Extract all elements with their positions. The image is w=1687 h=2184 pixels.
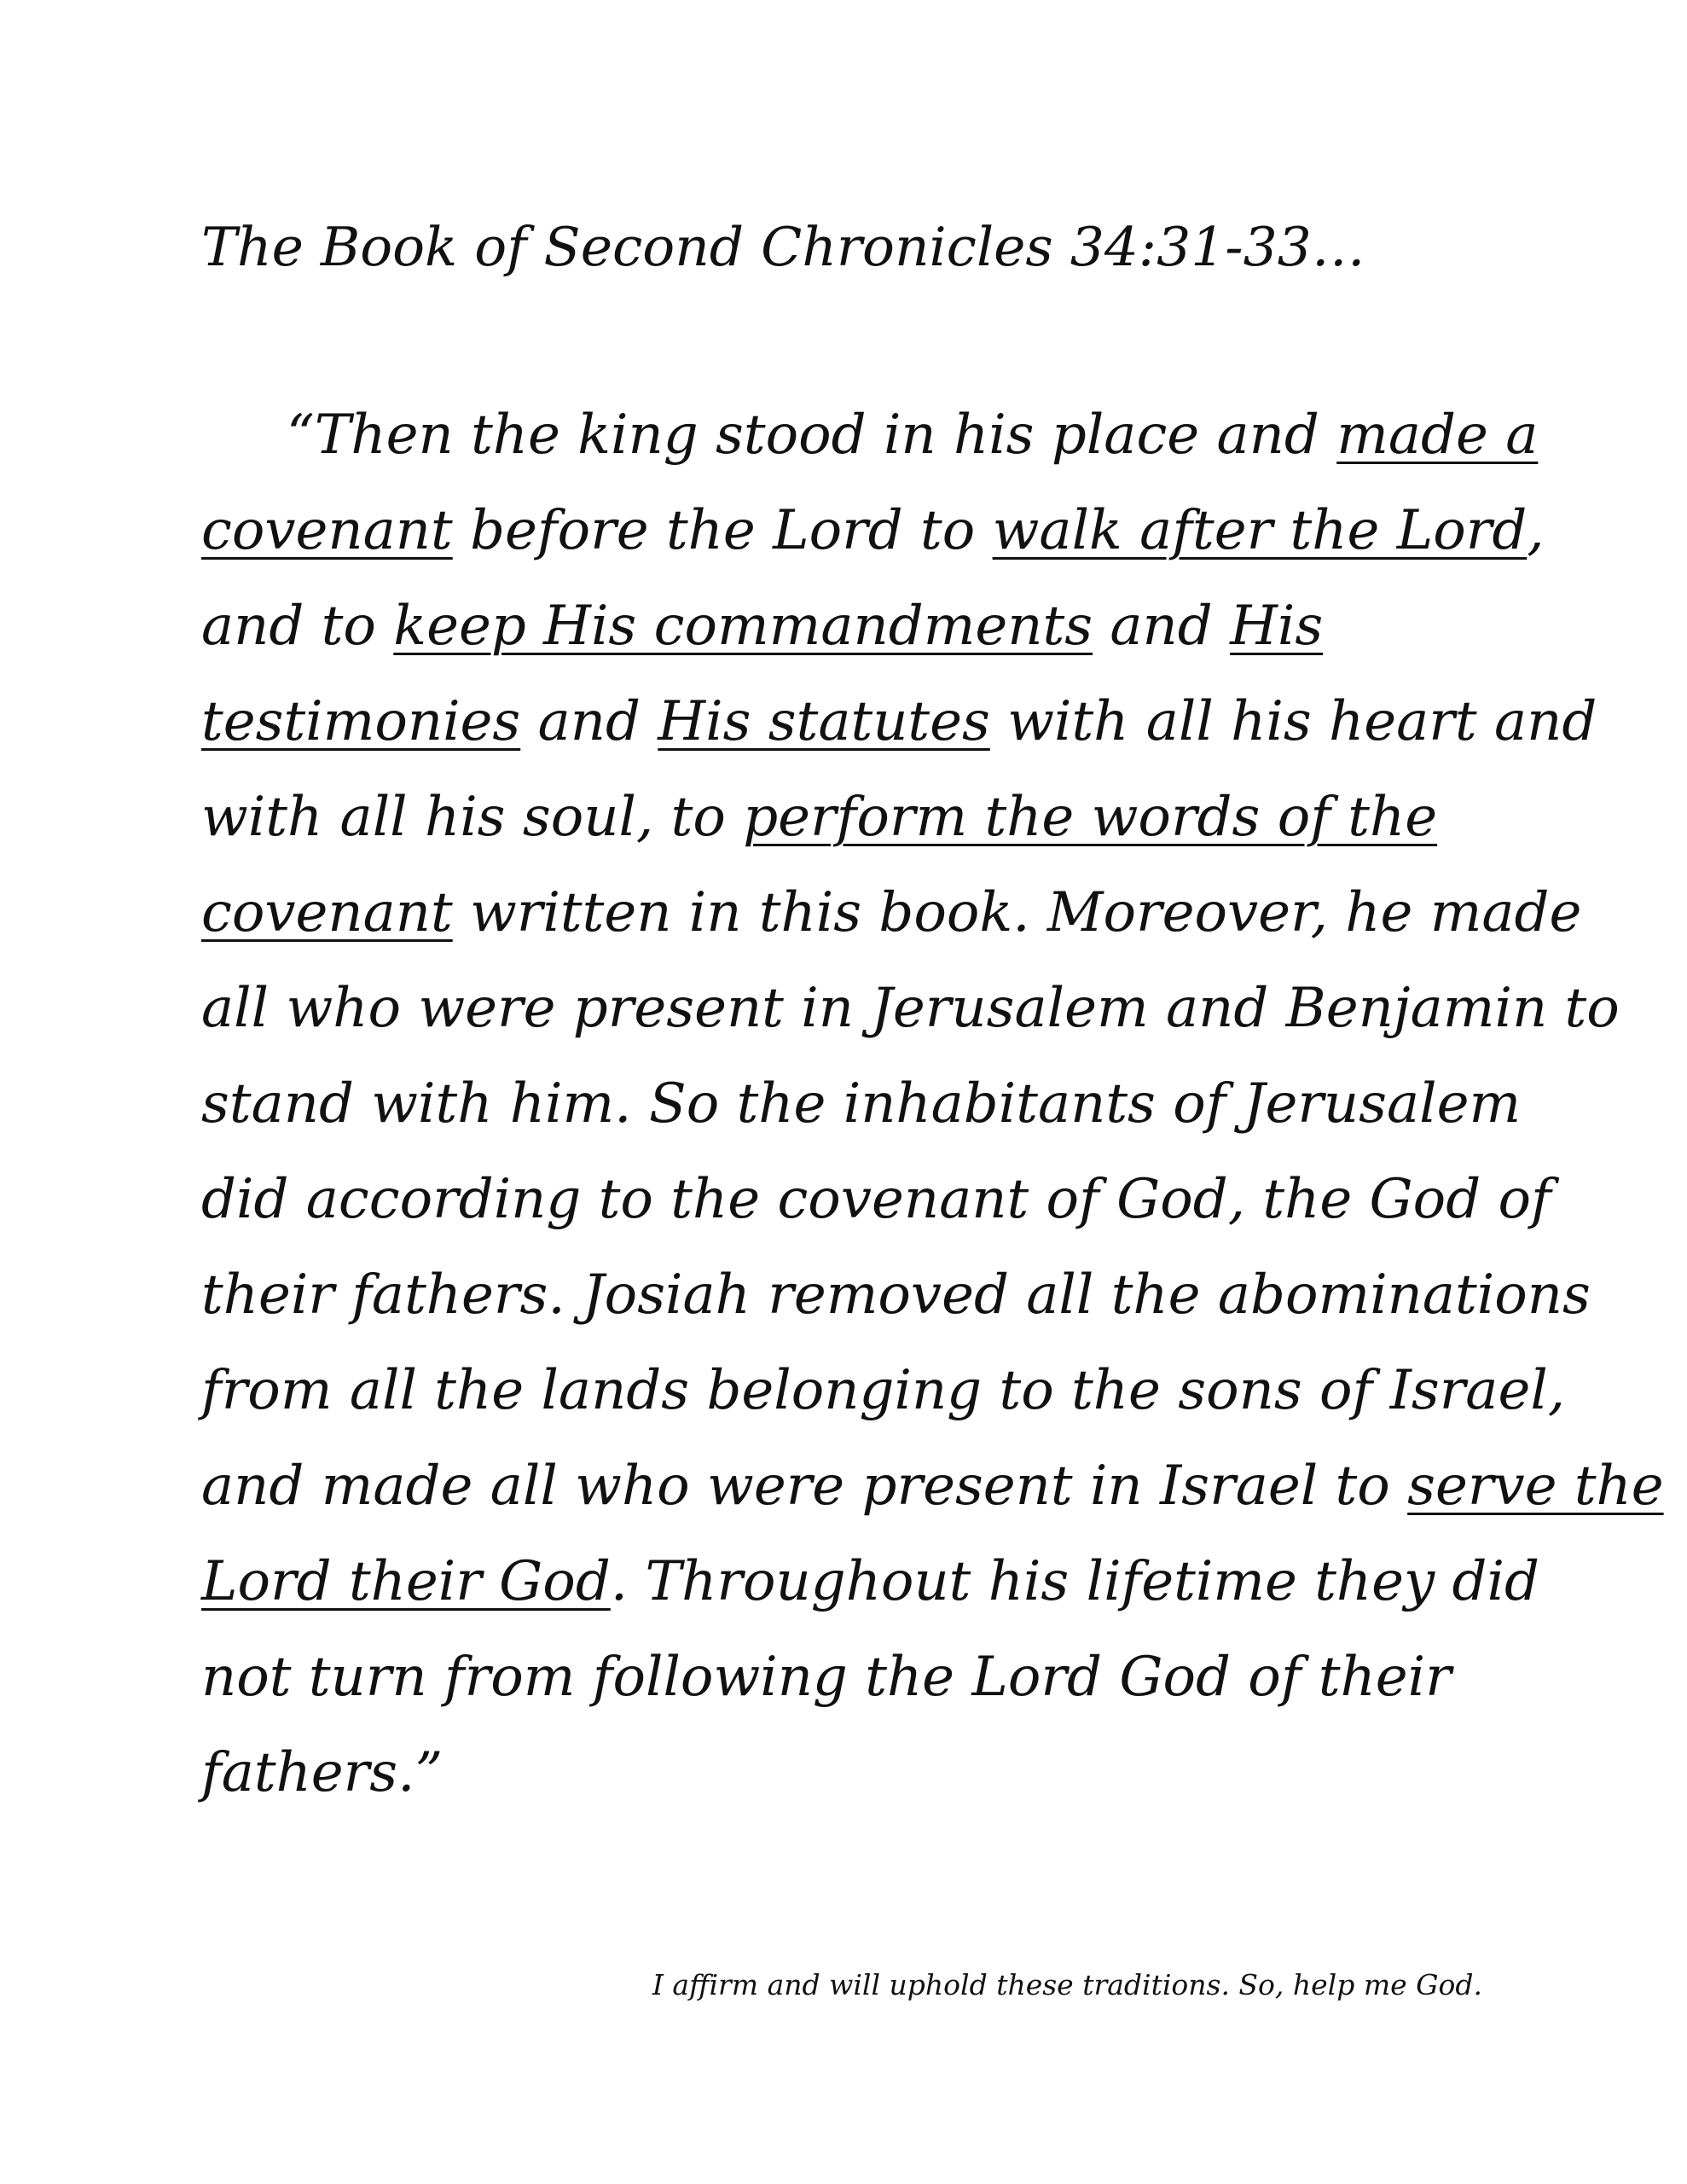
underlined-phrase: Lord their God [201,1550,611,1613]
passage-line [201,497,1545,592]
passage-line [201,1070,1532,1165]
passage-text: with all his heart and [989,690,1597,753]
underlined-phrase: covenant [201,499,453,562]
passage-text: fathers.” [201,1741,443,1804]
passage-line [201,1548,1539,1643]
passage-line [201,974,1620,1070]
underlined-phrase: made a [1336,404,1539,467]
scripture-passage [201,401,1664,1834]
passage-text: not turn from following the Lord God of their [201,1646,1452,1709]
passage-text: their fathers. Josiah removed all the abominations [201,1263,1591,1327]
passage-line [201,592,1532,688]
passage-text: and to [201,595,394,658]
passage-line [201,1356,1566,1452]
passage-line [201,1452,1664,1548]
underlined-phrase: testimonies [201,690,521,753]
underlined-phrase: perform the words of the [743,786,1438,849]
passage-text: “Then the king stood in his place and [287,404,1337,467]
passage-line [201,1643,1532,1739]
passage-text: stand with him. So the inhabitants of Jerusalem [201,1072,1522,1136]
passage-line [201,1261,1591,1356]
underlined-phrase: keep His commandments [393,595,1093,658]
affirmation-text: I affirm and will uphold these traditions. So, help me God. [652,1968,1482,2001]
document-heading: The Book of Second Chronicles 34:31-33… [201,216,1365,278]
passage-line [201,688,1597,783]
passage-text: all who were present in Jerusalem and Benjamin to [201,977,1620,1040]
underlined-phrase: walk after the Lord [992,499,1528,562]
passage-line [201,783,1532,879]
passage-line [201,1165,1551,1261]
passage-text: . Throughout his lifetime they did [610,1550,1539,1613]
passage-text: did according to the covenant of God, the God of [201,1168,1551,1231]
passage-text: before the Lord to [452,499,993,562]
passage-text: written in this book. Moreover, he made [452,881,1582,944]
underlined-phrase: His [1230,595,1324,658]
passage-line [201,401,1539,497]
passage-text: , [1527,499,1545,562]
passage-text: with all his soul, to [201,786,744,849]
passage-text: and made all who were present in Israel to [201,1455,1408,1518]
passage-text: and [520,690,658,753]
passage-text: and [1093,595,1231,658]
underlined-phrase: serve the [1407,1455,1664,1518]
passage-line [201,1739,1532,1834]
underlined-phrase: covenant [201,881,453,944]
passage-line [201,879,1582,974]
underlined-phrase: His statutes [658,690,990,753]
passage-text: from all the lands belonging to the sons of Israel, [201,1359,1566,1422]
